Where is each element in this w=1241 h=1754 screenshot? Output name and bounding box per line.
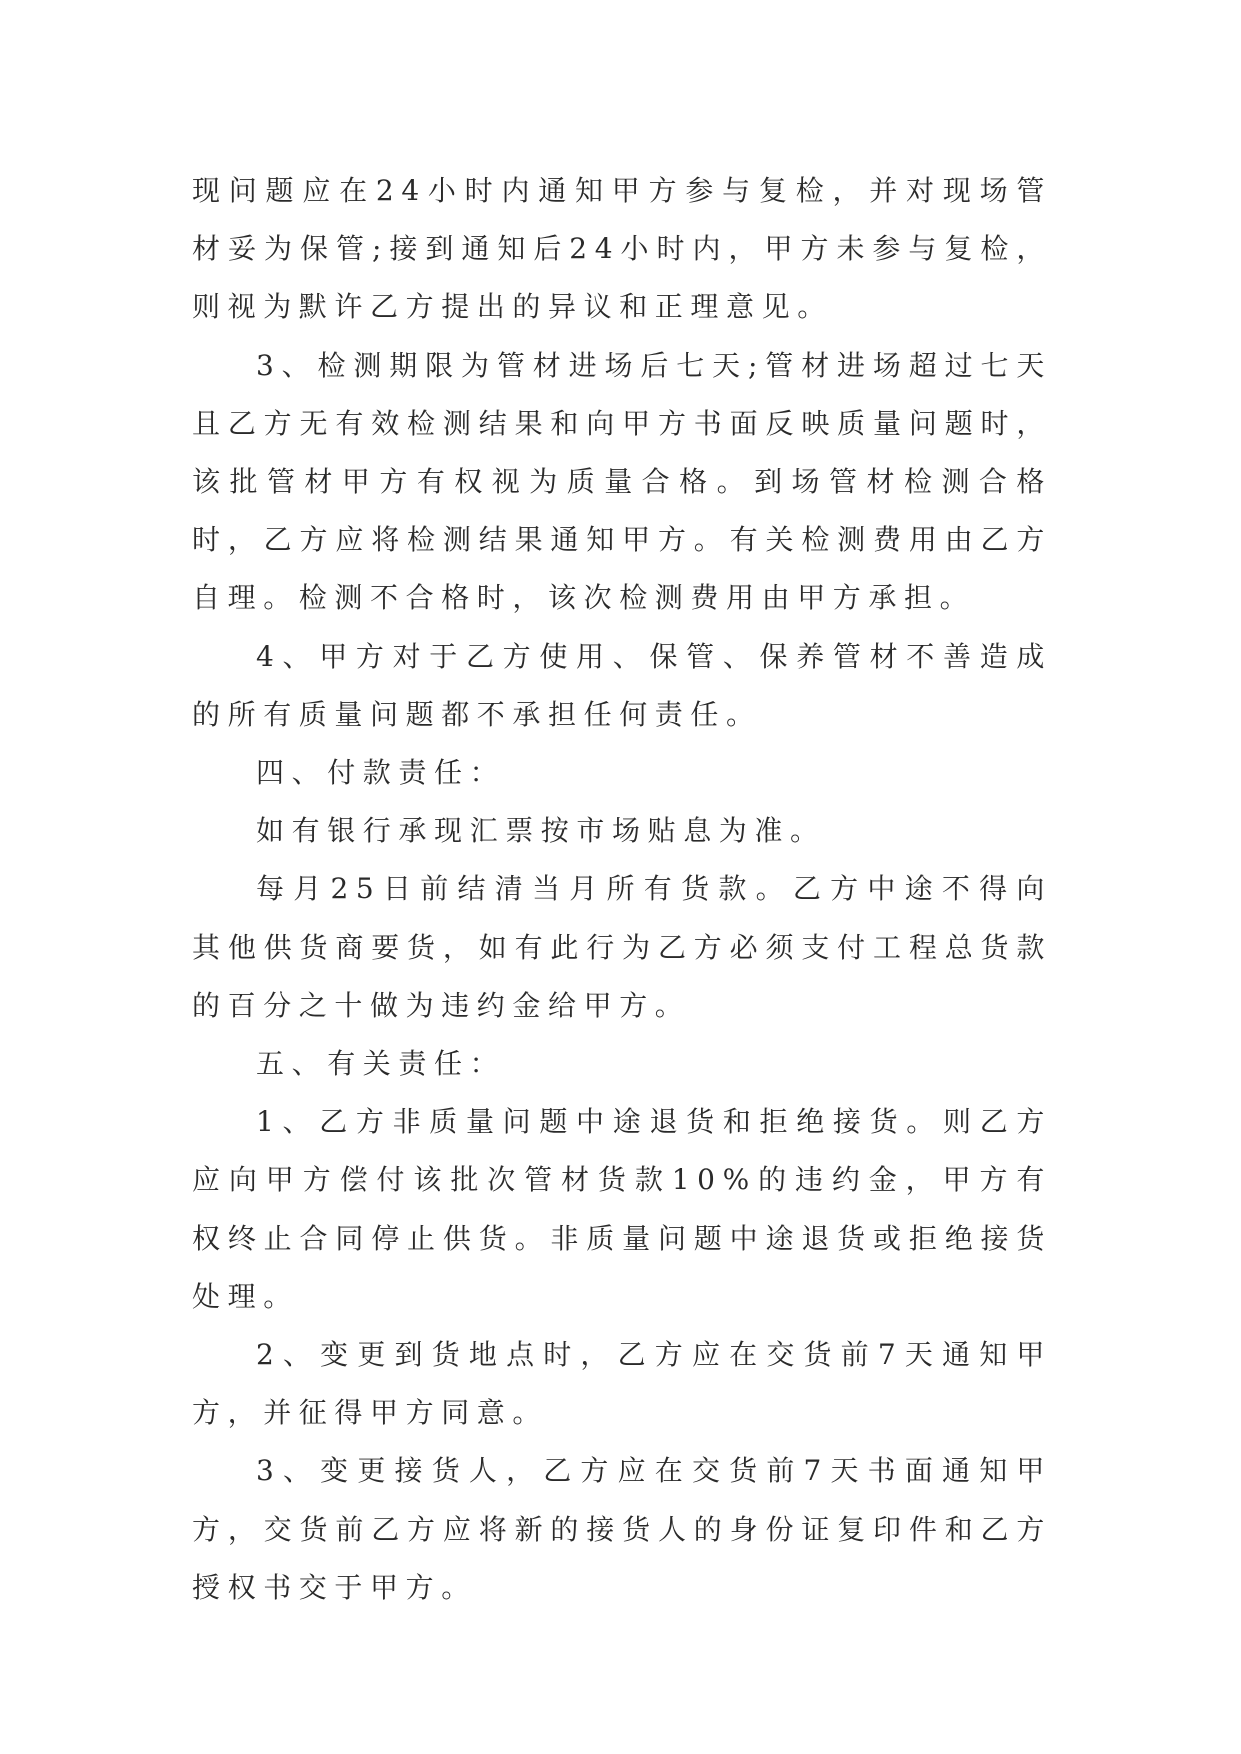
paragraph-liability-exemption: 4、甲方对于乙方使用、保管、保养管材不善造成的所有质量问题都不承担任何责任。: [192, 639, 1052, 731]
paragraph-inspection-period: 3、检测期限为管材进场后七天;管材进场超过七天且乙方无有效检测结果和向甲方书面反映质量问题时，该批管材甲方有权视为质量合格。到场管材检测合格时，乙方应将检测结果通知甲方。有关检测费用由乙方自理。检测不合格时，该次检测费用由甲方承担。: [192, 348, 1052, 615]
paragraph-monthly-settlement: 每月25日前结清当月所有货款。乙方中途不得向其他供货商要货，如有此行为乙方必须支付工程总货款的百分之十做为违约金给甲方。: [192, 872, 1052, 1022]
paragraph-continuation: 现问题应在24小时内通知甲方参与复检，并对现场管材妥为保管;接到通知后24小时内，甲方未参与复检，则视为默许乙方提出的异议和正理意见。: [192, 174, 1052, 324]
paragraph-delivery-location-change: 2、变更到货地点时，乙方应在交货前7天通知甲方，并征得甲方同意。: [192, 1338, 1052, 1430]
section-heading-responsibilities: 五、有关责任：: [256, 1047, 506, 1081]
paragraph-bank-acceptance: 如有银行承现汇票按市场贴息为准。: [256, 814, 826, 848]
section-heading-payment: 四、付款责任：: [256, 756, 506, 790]
document-body: [192, 162, 1052, 1617]
paragraph-recipient-change: 3、变更接货人，乙方应在交货前7天书面通知甲方，交货前乙方应将新的接货人的身份证复印件和乙方授权书交于甲方。: [192, 1454, 1052, 1604]
paragraph-return-penalty: 1、乙方非质量问题中途退货和拒绝接货。则乙方应向甲方偿付该批次管材货款10%的违约金，甲方有权终止合同停止供货。非质量问题中途退货或拒绝接货处理。: [192, 1105, 1052, 1313]
